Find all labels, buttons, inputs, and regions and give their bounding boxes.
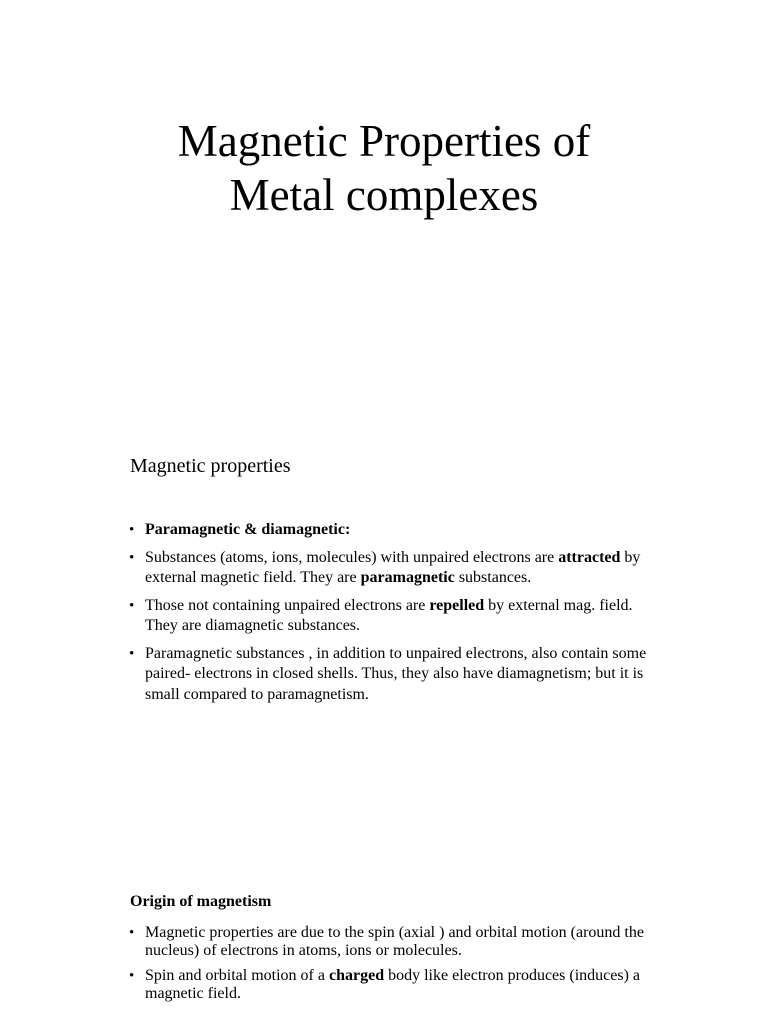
- bold-run: charged: [328, 967, 385, 984]
- bullet-text: Paramagnetic & diamagnetic:: [145, 521, 351, 538]
- list-item: [128, 548, 648, 589]
- text-run: by external mag. field. They are diamagnetic substances.: [145, 596, 633, 634]
- bullet-icon: •: [129, 968, 135, 984]
- origin-of-magnetism-list: [128, 924, 648, 1010]
- title-slide: [0, 0, 768, 400]
- list-item: [128, 520, 648, 541]
- bullet-text: [145, 967, 640, 1002]
- list-item: [128, 644, 648, 706]
- main-title-line-2: Metal complexes: [229, 170, 539, 220]
- bold-run: paramagnetic: [360, 569, 455, 586]
- bullet-icon: •: [129, 925, 135, 941]
- bullet-text: [145, 597, 633, 635]
- list-item: [128, 596, 648, 637]
- bold-run: repelled: [429, 596, 485, 614]
- section-heading-magnetic-properties: Magnetic properties: [130, 455, 291, 477]
- bullet-icon: •: [129, 522, 135, 538]
- bullet-icon: •: [129, 645, 135, 662]
- magnetic-properties-list: [128, 520, 648, 712]
- text-run: Those not containing unpaired electrons are: [145, 596, 430, 614]
- text-run: Substances (atoms, ions, molecules) with unpaired electrons are: [145, 548, 559, 566]
- bullet-icon: •: [129, 597, 135, 614]
- bullet-text: [145, 549, 640, 587]
- bullet-icon: •: [129, 549, 135, 566]
- text-run: substances.: [454, 569, 532, 586]
- bullet-text: Magnetic properties are due to the spin (axial ) and orbital motion (around the nucleus) of electrons in atoms, ions or molecules.: [145, 924, 644, 959]
- main-title-line-1: Magnetic Properties of: [177, 116, 591, 166]
- bullet-text: Paramagnetic substances , in addition to unpaired electrons, also contain some paired- electrons in closed shells. Thus, they also have diamagnetism; but it is small compared to paramagnetism.: [145, 644, 647, 703]
- section-heading-origin-of-magnetism: Origin of magnetism: [130, 893, 272, 910]
- list-item: [128, 924, 648, 960]
- text-run: by external magnetic field. They are: [145, 548, 641, 586]
- list-item: [128, 967, 648, 1003]
- main-title: [0, 114, 768, 222]
- bold-run: attracted: [558, 548, 621, 566]
- text-run: body like electron produces (induces) a magnetic field.: [145, 967, 640, 1002]
- text-run: Spin and orbital motion of a: [145, 967, 329, 984]
